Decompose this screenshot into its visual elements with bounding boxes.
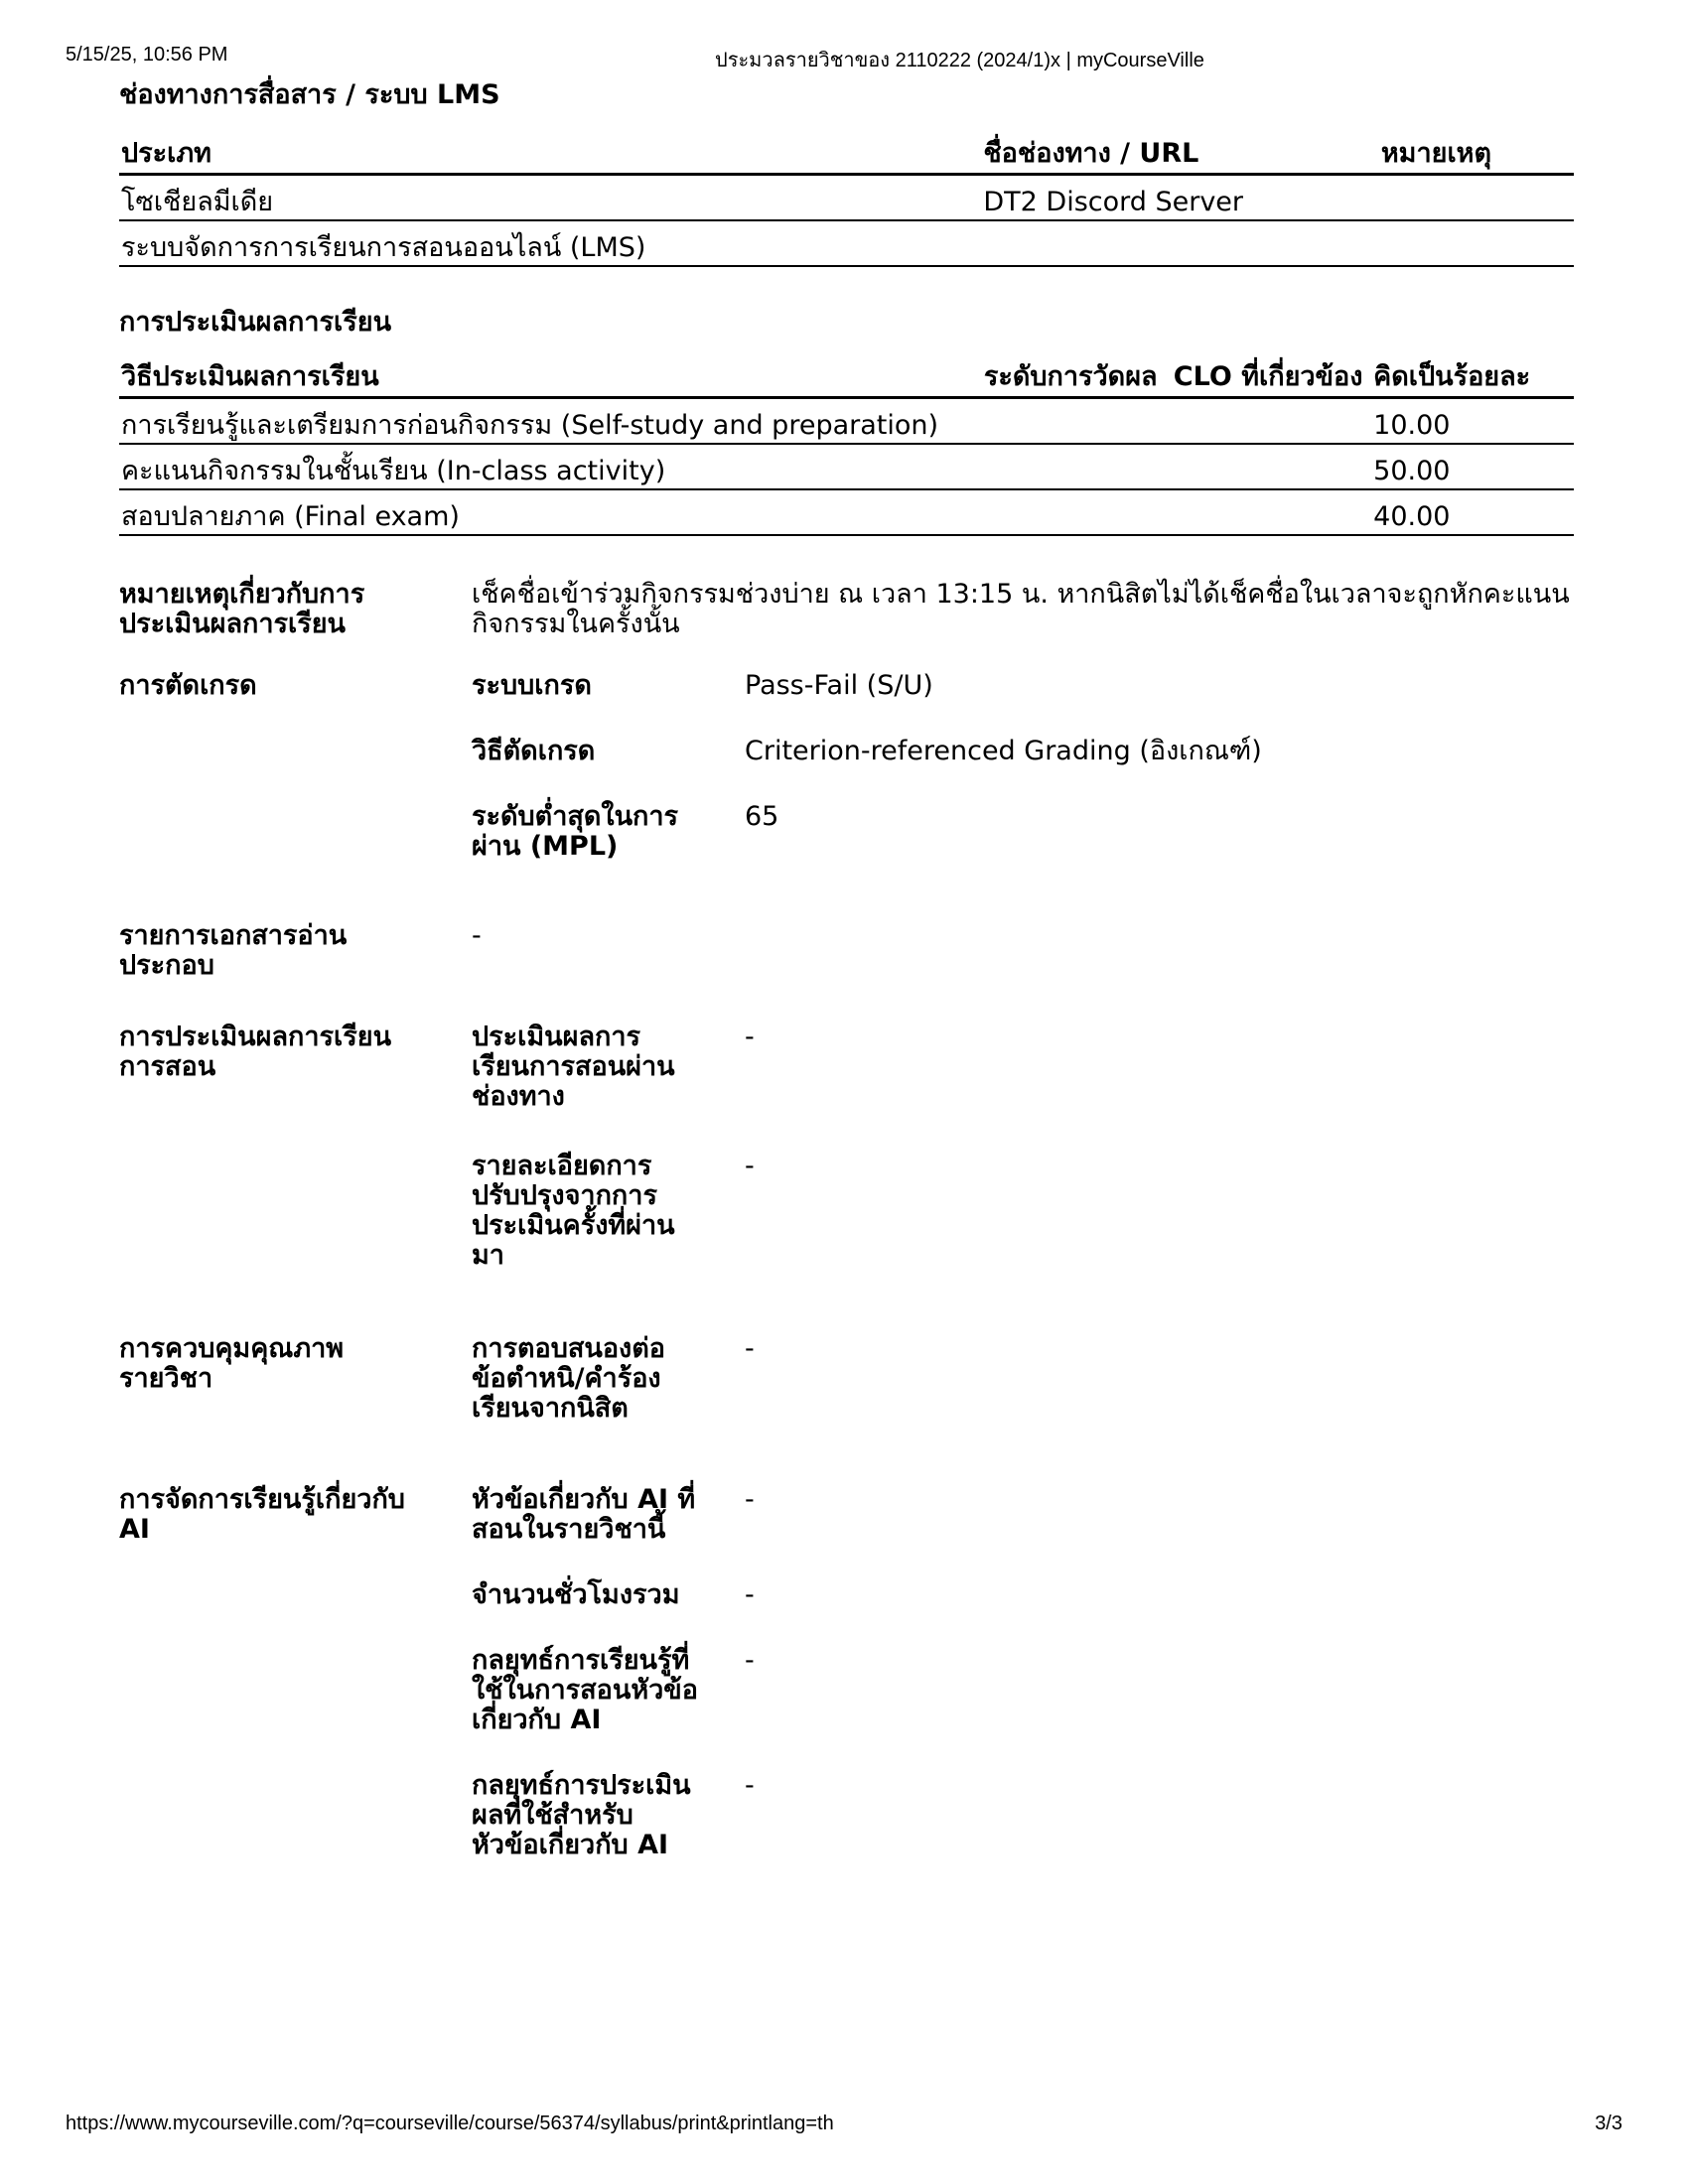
table-row <box>119 489 1574 535</box>
label-line: ใช้ในการสอนหัวข้อ <box>472 1675 698 1706</box>
label-line: การควบคุมคุณภาพ <box>119 1333 345 1364</box>
grading-details <box>472 671 1574 862</box>
table-row <box>119 398 1574 445</box>
evaluation-header-row <box>119 350 1574 398</box>
evaluation-header-percent: คิดเป็นร้อยละ <box>1371 350 1574 398</box>
ai-strategy-value: - <box>745 1645 755 1676</box>
evaluation-method: การเรียนรู้และเตรียมการก่อนกิจกรรม (Self-study and preparation) <box>119 398 982 445</box>
grading-row <box>119 671 1574 862</box>
grading-method-value: Criterion-referenced Grading (อิงเกณฑ์) <box>745 736 1262 766</box>
grading-system-value: Pass-Fail (S/U) <box>745 670 933 701</box>
grading-system-label: ระบบเกรด <box>472 670 592 701</box>
grading-system-row <box>472 671 1574 701</box>
evaluation-level <box>982 398 1172 445</box>
label-line: ผ่าน (MPL) <box>472 831 619 862</box>
ai-assess-row <box>472 1771 1574 1860</box>
evaluation-clo <box>1172 398 1371 445</box>
label-line: ประเมินผลการ <box>472 1022 641 1052</box>
quality-details <box>472 1334 1574 1424</box>
print-url: https://www.mycourseville.com/?q=courseville/course/56374/syllabus/print&printlang=th <box>66 2113 834 2134</box>
label-line: การประเมินผลการเรียน <box>119 1022 392 1052</box>
ai-strategy-label <box>472 1646 745 1735</box>
label-line: การตอบสนองต่อ <box>472 1333 665 1364</box>
evaluation-method: สอบปลายภาค (Final exam) <box>119 489 982 535</box>
grading-mpl-label <box>472 802 745 862</box>
ai-topics-value: - <box>745 1484 755 1515</box>
evaluation-section-title: การประเมินผลการเรียน <box>119 307 392 338</box>
label-line: รายการเอกสารอ่าน <box>119 920 348 951</box>
channels-header-row <box>119 127 1574 175</box>
quality-response-row <box>472 1334 1574 1424</box>
label-line: หัวข้อเกี่ยวกับ AI ที่ <box>472 1484 696 1515</box>
evaluation-percent: 10.00 <box>1371 398 1574 445</box>
label-line: รายละเอียดการ <box>472 1151 652 1181</box>
evaluation-percent: 50.00 <box>1371 444 1574 489</box>
channel-note <box>1379 220 1574 266</box>
ai-assess-label <box>472 1771 745 1860</box>
text-line: เช็คชื่อเข้าร่วมกิจกรรมช่วงบ่าย ณ เวลา 13:15 น. หากนิสิตไม่ได้เช็คชื่อในเวลาจะถูกหักคะแนน <box>472 579 1570 610</box>
table-row <box>119 220 1574 266</box>
label-line: สอนในรายวิชานี้ <box>472 1514 666 1545</box>
print-footer <box>0 2113 1688 2138</box>
channels-header-url: ชื่อช่องทาง / URL <box>981 127 1379 175</box>
teaching-eval-label <box>119 1023 472 1271</box>
readings-row <box>119 921 1574 981</box>
teaching-eval-details <box>472 1023 1574 1271</box>
text-line: กิจกรรมในครั้งนั้น <box>472 609 680 639</box>
page-number: 3/3 <box>1595 2113 1622 2134</box>
label-line: มา <box>472 1240 504 1271</box>
evaluation-header-method: วิธีประเมินผลการเรียน <box>119 350 982 398</box>
channel-note <box>1379 175 1574 221</box>
grading-method-row <box>472 737 1574 766</box>
teaching-eval-improve-row <box>472 1152 1574 1271</box>
teaching-eval-channel-label <box>472 1023 745 1112</box>
ai-strategy-row <box>472 1646 1574 1735</box>
label-line: ปรับปรุงจากการ <box>472 1180 657 1211</box>
label-line: ข้อตำหนิ/คำร้อง <box>472 1363 661 1394</box>
channel-url <box>981 220 1379 266</box>
label-line: ประเมินผลการเรียน <box>119 609 347 639</box>
label-line: ประกอบ <box>119 950 214 981</box>
ai-hours-value: - <box>745 1579 755 1610</box>
ai-topics-label <box>472 1485 745 1545</box>
ai-assess-value: - <box>745 1770 755 1801</box>
grading-mpl-value: 65 <box>745 801 779 832</box>
channel-type: ระบบจัดการการเรียนการสอนออนไลน์ (LMS) <box>119 220 981 266</box>
evaluation-clo <box>1172 489 1371 535</box>
channels-table <box>119 127 1574 267</box>
teaching-eval-channel-row <box>472 1023 1574 1112</box>
quality-response-label <box>472 1334 745 1424</box>
label-line: ระดับต่ำสุดในการ <box>472 801 679 832</box>
label-line: รายวิชา <box>119 1363 213 1394</box>
label-line: AI <box>119 1514 150 1545</box>
evaluation-percent: 40.00 <box>1371 489 1574 535</box>
teaching-eval-channel-value: - <box>745 1022 755 1052</box>
label-line: หัวข้อเกี่ยวกับ AI <box>472 1830 669 1860</box>
syllabus-content <box>119 77 1574 1860</box>
label-line: ช่องทาง <box>472 1081 565 1112</box>
label-line: เรียนการสอนผ่าน <box>472 1051 675 1082</box>
readings-value: - <box>472 920 482 951</box>
evaluation-note-row <box>119 580 1574 639</box>
label-line: เรียนจากนิสิต <box>472 1393 629 1424</box>
label-line: หมายเหตุเกี่ยวกับการ <box>119 579 365 610</box>
evaluation-table <box>119 350 1574 536</box>
table-row <box>119 444 1574 489</box>
ai-topics-row <box>472 1485 1574 1545</box>
evaluation-header-level: ระดับการวัดผล <box>982 350 1172 398</box>
evaluation-note-label <box>119 580 472 639</box>
evaluation-clo <box>1172 444 1371 489</box>
evaluation-method: คะแนนกิจกรรมในชั้นเรียน (In-class activity) <box>119 444 982 489</box>
ai-row <box>119 1485 1574 1860</box>
channels-header-type: ประเภท <box>119 127 981 175</box>
quality-row <box>119 1334 1574 1424</box>
readings-label <box>119 921 472 981</box>
channels-header-note: หมายเหตุ <box>1379 127 1574 175</box>
label-line: กลยุทธ์การประเมิน <box>472 1770 691 1801</box>
teaching-eval-improve-value: - <box>745 1151 755 1181</box>
teaching-eval-improve-label <box>472 1152 745 1271</box>
label-line: ประเมินครั้งที่ผ่าน <box>472 1210 675 1241</box>
quality-label <box>119 1334 472 1424</box>
channel-url: DT2 Discord Server <box>981 175 1379 221</box>
evaluation-level <box>982 489 1172 535</box>
label-line: กลยุทธ์การเรียนรู้ที่ <box>472 1645 690 1676</box>
grading-label: การตัดเกรด <box>119 670 257 701</box>
label-line: เกี่ยวกับ AI <box>472 1705 602 1735</box>
label-line: การสอน <box>119 1051 216 1082</box>
evaluation-level <box>982 444 1172 489</box>
print-page-title: ประมวลรายวิชาของ 2110222 (2024/1)x | myCourseVille <box>715 50 1204 71</box>
ai-hours-label: จำนวนชั่วโมงรวม <box>472 1579 680 1610</box>
ai-details <box>472 1485 1574 1860</box>
channels-section-title: ช่องทางการสื่อสาร / ระบบ LMS <box>119 79 500 110</box>
evaluation-note-text <box>472 580 1574 639</box>
table-row <box>119 175 1574 221</box>
grading-method-label: วิธีตัดเกรด <box>472 736 596 766</box>
label-line: ผลที่ใช้สำหรับ <box>472 1800 633 1831</box>
teaching-eval-row <box>119 1023 1574 1271</box>
print-header <box>0 44 1688 69</box>
channel-type: โซเชียลมีเดีย <box>119 175 981 221</box>
ai-hours-row <box>472 1580 1574 1610</box>
evaluation-header-clo: CLO ที่เกี่ยวข้อง <box>1172 350 1371 398</box>
label-line: การจัดการเรียนรู้เกี่ยวกับ <box>119 1484 405 1515</box>
print-datetime: 5/15/25, 10:56 PM <box>66 44 228 66</box>
grading-mpl-row <box>472 802 1574 862</box>
quality-response-value: - <box>745 1333 755 1364</box>
ai-label <box>119 1485 472 1860</box>
